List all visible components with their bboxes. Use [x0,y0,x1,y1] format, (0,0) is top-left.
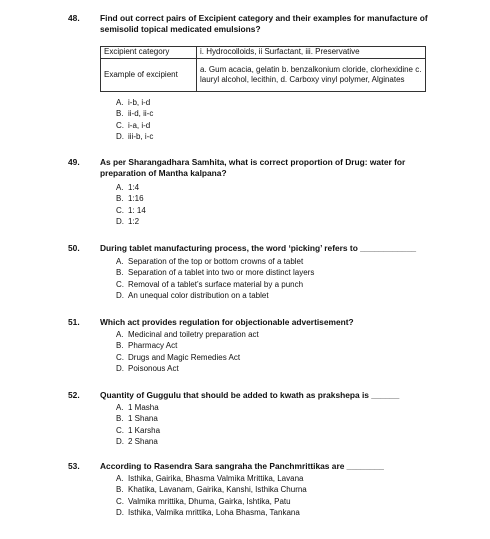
question-number: 51. [68,317,80,327]
options-list [116,97,153,142]
option-a[interactable]: A. Separation of the top or bottom crowns of a tablet [116,257,304,266]
option-b[interactable]: B. 1:16 [116,194,144,204]
option-c[interactable]: C. Removal of a tablet’s surface material by a punch [116,279,304,289]
option-d[interactable]: D. 2 Shana [116,436,158,446]
option-d[interactable]: D. Poisonous Act [116,363,179,373]
excipient-table [100,46,426,92]
option-b[interactable]: B. 1 Shana [116,414,158,424]
options-list [116,256,314,301]
option-c[interactable]: C. 1: 14 [116,205,146,215]
options-list [116,329,259,374]
question-number: 49. [68,157,80,167]
question-text: During tablet manufacturing process, the word ‘picking’ refers to ____________ [100,243,417,253]
question-text: Which act provides regulation for objectionable advertisement? [100,317,354,327]
table-cell: i. Hydrocolloids, ii Surfactant, iii. Preservative [197,47,426,59]
question-text: Find out correct pairs of Excipient category and their examples for manufacture of semisolid topical medicated emulsions? [100,13,428,35]
table-cell: Excipient category [101,47,197,59]
option-a[interactable]: A. 1:4 [116,183,140,192]
option-a[interactable]: A. i-b, i-d [116,98,151,107]
option-c[interactable]: C. Valmika mrittika, Dhuma, Gairka, Ishtika, Patu [116,496,291,506]
options-list [116,182,146,227]
option-a[interactable]: A. Medicinal and toiletry preparation act [116,330,259,339]
option-c[interactable]: C. Drugs and Magic Remedies Act [116,352,241,362]
option-a[interactable]: A. 1 Masha [116,403,159,412]
question-text: As per Sharangadhara Samhita, what is correct proportion of Drug: water for preparation of Mantha kalpana? [100,157,406,179]
options-list [116,473,307,518]
question-number: 53. [68,461,80,471]
option-d[interactable]: D. An unequal color distribution on a tablet [116,290,269,300]
option-a[interactable]: A. Isthika, Gairika, Bhasma Valmika Mrittika, Lavana [116,474,304,483]
option-b[interactable]: B. ii-d, ii-c [116,109,154,119]
question-number: 48. [68,13,80,23]
question-number: 50. [68,243,80,253]
option-d[interactable]: D. 1:2 [116,216,140,226]
option-b[interactable]: B. Separation of a tablet into two or more distinct layers [116,268,315,278]
option-b[interactable]: B. Pharmacy Act [116,341,178,351]
question-text: According to Rasendra Sara sangraha the Panchmrittikas are ________ [100,461,384,471]
option-d[interactable]: D. iii-b, i-c [116,131,154,141]
options-list [116,402,160,447]
question-number: 52. [68,390,80,400]
table-cell: Example of excipient [101,59,197,92]
option-c[interactable]: C. 1 Karsha [116,425,161,435]
table-cell: a. Gum acacia, gelatin b. benzalkonium cloride, clorhexidine c. lauryl alcohol, lecithin, d. Carboxy vinyl polymer, Alginates [197,59,426,92]
table-row [101,59,426,92]
option-b[interactable]: B. Khatika, Lavanam, Gairika, Kanshi, Isthika Churna [116,485,307,495]
question-text: Quantity of Guggulu that should be added to kwath as prakshepa is ______ [100,390,400,400]
option-d[interactable]: D. Isthika, Valmika mrittika, Loha Bhasma, Tankana [116,507,300,517]
table-row [101,47,426,59]
option-c[interactable]: C. i-a, i-d [116,120,151,130]
